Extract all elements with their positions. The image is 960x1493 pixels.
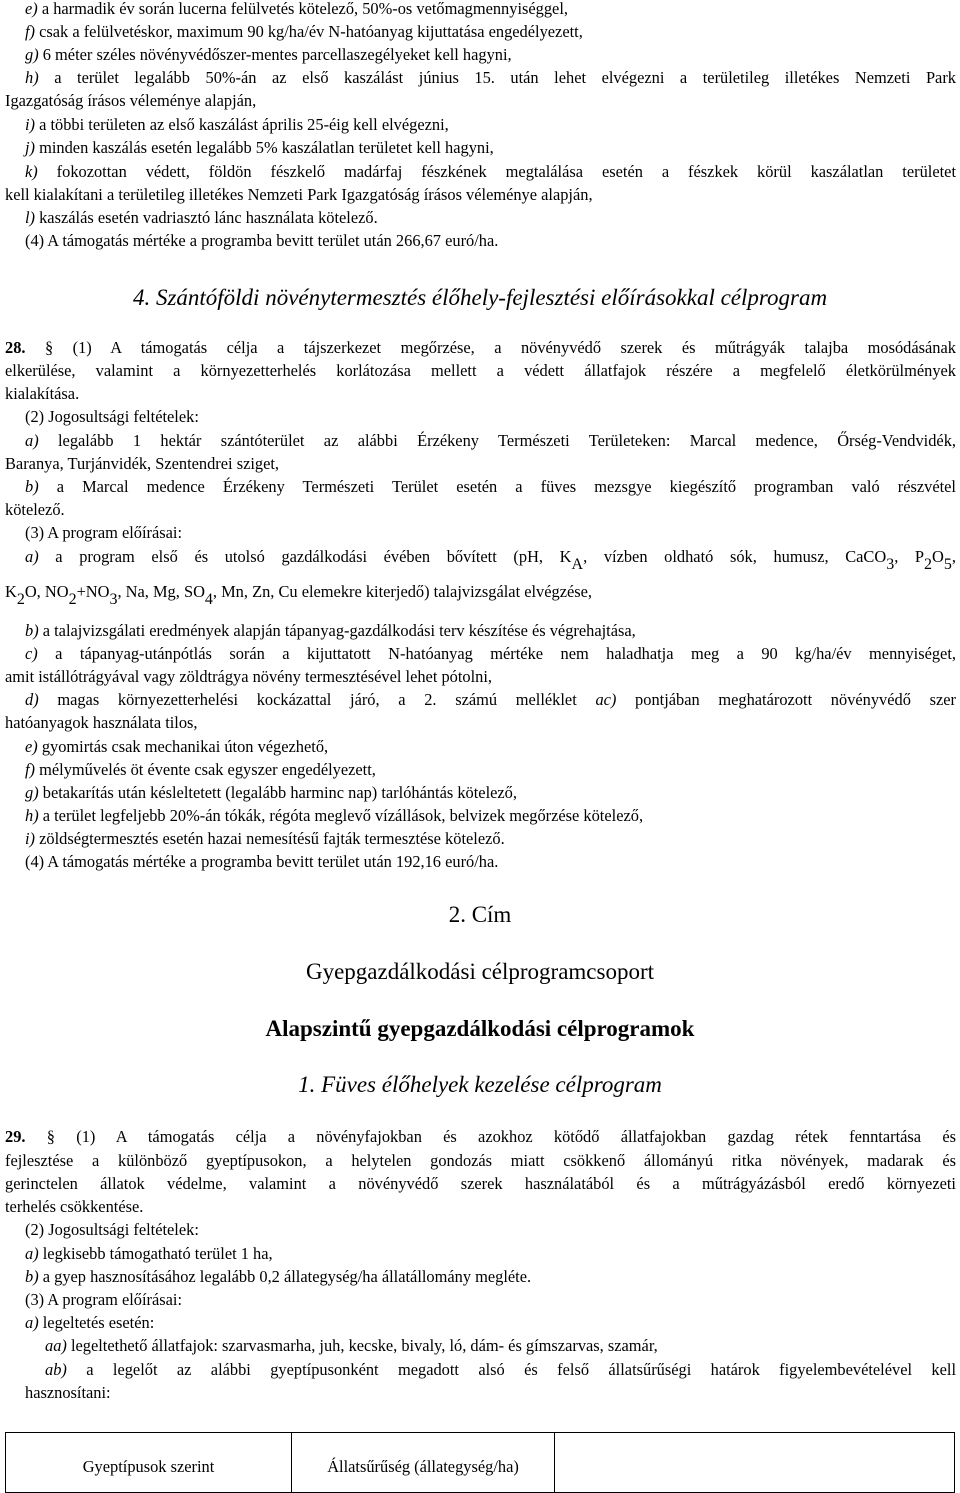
table-header-row xyxy=(6,1433,955,1493)
text-line: (2) Jogosultsági feltételek: xyxy=(25,407,199,426)
list-item: b) a talajvizsgálati eredmények alapján tápanyag-gazdálkodási terv készítése és végrehajtása, xyxy=(25,621,636,640)
text-line: hatóanyagok használata tilos, xyxy=(5,713,198,732)
list-item: b) a Marcal medence Érzékeny Természeti Terület esetén a füves mezsgye kiegészítő programban való részvétel xyxy=(25,477,956,496)
list-item: j) minden kaszálás esetén legalább 5% kaszálatlan területet kell hagyni, xyxy=(25,138,494,157)
list-item: e) gyomirtás csak mechanikai úton végezhető, xyxy=(25,737,329,756)
text-line: kötelező. xyxy=(5,500,65,519)
list-item: l) kaszálás esetén vadriasztó lánc használata kötelező. xyxy=(25,208,378,227)
list-item: a) legalább 1 hektár szántóterület az alábbi Érzékeny Természeti Területeken: Marcal medence, Őrség-Vendvidék, xyxy=(25,431,956,450)
text-line: (2) Jogosultsági feltételek: xyxy=(25,1220,199,1239)
list-item: h) a terület legfeljebb 20%-án tókák, régóta meglevő vízállások, belvizek megőrzése kötelező, xyxy=(25,806,644,825)
text-line: kell kialakítani a területileg illetékes Nemzeti Park Igazgatóság írásos véleménye alapján, xyxy=(5,185,593,204)
subgroup-title: Alapszintű gyepgazdálkodási célprogramok xyxy=(265,1016,695,1041)
group-title: Gyepgazdálkodási célprogramcsoport xyxy=(305,959,655,984)
text-line: kialakítása. xyxy=(5,384,80,403)
list-item: i) a többi területen az első kaszálást április 25-éig kell elvégezni, xyxy=(25,115,449,134)
text-line: fejlesztése a különböző gyeptípusokon, a helytelen gondozás miatt csökkenő állományú ritka növények, madarak és xyxy=(5,1151,956,1170)
list-item: e) a harmadik év során lucerna felülvetés kötelező, 50%-os vetőmagmennyiséggel, xyxy=(25,0,568,18)
chapter-title: 2. Cím xyxy=(448,902,512,927)
list-item: f) csak a felülvetéskor, maximum 90 kg/ha/év N-hatóanyag kijuttatása engedélyezett, xyxy=(25,22,583,41)
list-item: g) 6 méter széles növényvédőszer-mentes parcellaszegélyeket kell hagyni, xyxy=(25,45,512,64)
table-header-cell xyxy=(555,1433,955,1493)
list-item: a) a program első és utolsó gazdálkodási évében bővített (pH, $K_A$, vízben oldható sók, humusz, CaCO$_3$, $P_2O_5$, xyxy=(25,547,956,573)
text-line: terhelés csökkentése. xyxy=(5,1197,144,1216)
list-item: ab) a legelőt az alábbi gyeptípusonként megadott alsó és felső állatsűrűségi határok figyelembevételével kell xyxy=(45,1360,956,1379)
text-line: $K_2O$, $NO_2+NO_3$, Na, Mg, $SO_4$, Mn, Zn, Cu elemekre kiterjedő) talajvizsgálat elvégzése, xyxy=(5,582,593,608)
stocking-density-table xyxy=(5,1432,955,1493)
list-item: c) a tápanyag-utánpótlás során a kijuttatott N-hatóanyag mértéke nem haladhatja meg a 90 kg/ha/év mennyiséget, xyxy=(25,644,956,663)
list-item: g) betakarítás után késleltetett (legalább harminc nap) tarlóhántás kötelező, xyxy=(25,783,517,802)
list-item: a) legkisebb támogatható terület 1 ha, xyxy=(25,1244,273,1263)
text-line: amit istállótrágyával vagy zöldtrágya növény termesztésével lehet pótolni, xyxy=(5,667,493,686)
list-item: h) a terület legalább 50%-án az első kaszálást június 15. után lehet elvégezni a területileg illetékes Nemzeti Park xyxy=(25,68,956,87)
program-title: 1. Füves élőhelyek kezelése célprogram xyxy=(298,1072,662,1097)
section-29-p1: 29. § (1) A támogatás célja a növényfajokban és azokhoz kötődő állatfajokban gazdag rétek fenntartása és xyxy=(5,1127,956,1146)
table-header-cell: Állatsűrűség (állategység/ha) xyxy=(292,1433,555,1493)
list-item: i) zöldségtermesztés esetén hazai nemesítésű fajták termesztése kötelező. xyxy=(25,829,505,848)
list-item: b) a gyep hasznosításához legalább 0,2 állategység/ha állatállomány megléte. xyxy=(25,1267,532,1286)
list-item: f) mélyművelés öt évente csak egyszer engedélyezett, xyxy=(25,760,376,779)
paragraph-4: (4) A támogatás mértéke a programba bevitt terület után 192,16 euró/ha. xyxy=(25,852,499,871)
text-line: Baranya, Turjánvidék, Szentendrei sziget, xyxy=(5,454,280,473)
list-item: a) legeltetés esetén: xyxy=(25,1313,155,1332)
text-line: elkerülése, valamint a környezetterhelés korlátozása mellett a védett állatfajok részére a megfelelő életkörülmények xyxy=(5,361,956,380)
text-line: (3) A program előírásai: xyxy=(25,1290,183,1309)
table-header-cell: Gyeptípusok szerint xyxy=(6,1433,292,1493)
section-heading: 4. Szántóföldi növénytermesztés élőhely-fejlesztési előírásokkal célprogram xyxy=(132,285,828,310)
section-28-p1: 28. § (1) A támogatás célja a tájszerkezet megőrzése, a növényvédő szerek és műtrágyák talajba mosódásának xyxy=(5,338,956,357)
text-line: gerinctelen állatok védelme, valamint a növényvédő szerek használatából és a műtrágyázásból eredő környezeti xyxy=(5,1174,956,1193)
list-item: aa) legeltethető állatfajok: szarvasmarha, juh, kecske, bivaly, ló, dám- és gímszarvas, szamár, xyxy=(45,1336,658,1355)
text-line: Igazgatóság írásos véleménye alapján, xyxy=(5,91,257,110)
list-item: d) magas környezetterhelési kockázattal járó, a 2. számú melléklet ac) pontjában meghatározott növényvédő szer xyxy=(25,690,956,709)
text-line: (3) A program előírásai: xyxy=(25,523,183,542)
paragraph-4: (4) A támogatás mértéke a programba bevitt terület után 266,67 euró/ha. xyxy=(25,231,499,250)
text-line: hasznosítani: xyxy=(25,1383,111,1402)
list-item: k) fokozottan védett, földön fészkelő madárfaj fészkének megtalálása esetén a fészkek körül kaszálatlan területet xyxy=(25,162,956,181)
